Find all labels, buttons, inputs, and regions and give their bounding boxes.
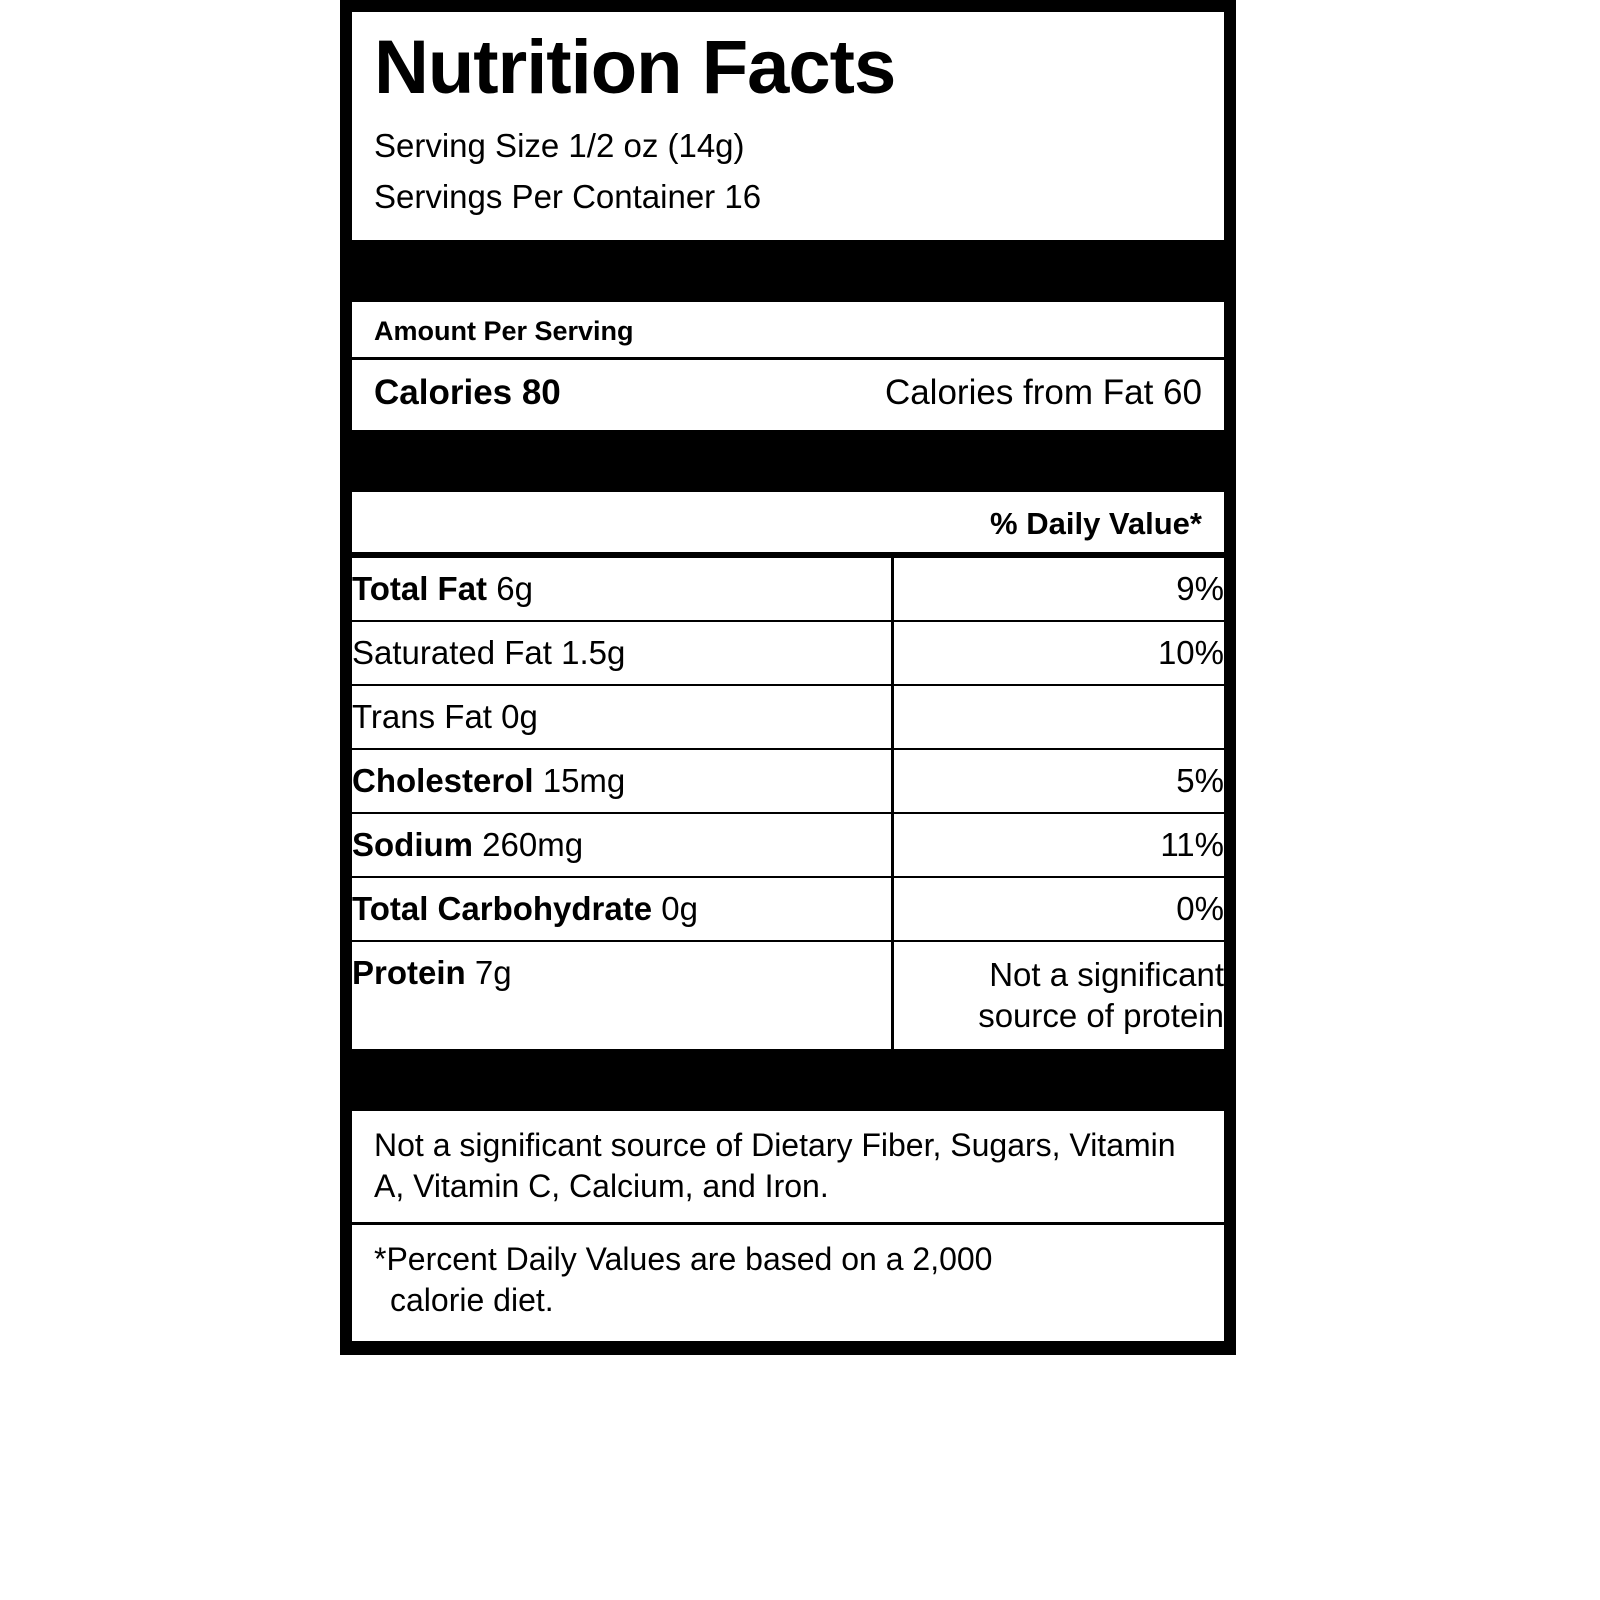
nutrient-name-cell (352, 877, 893, 941)
table-row (352, 941, 1224, 1049)
nutrient-name: Sodium (352, 826, 473, 864)
nutrient-table-block (352, 492, 1224, 1049)
nutrient-dv-cell: 5% (893, 749, 1224, 813)
nutrient-amount: 0g (501, 698, 538, 736)
nutrient-amount: 15mg (542, 762, 626, 800)
nutrient-dv-cell (893, 685, 1224, 749)
nutrient-name-cell (352, 941, 893, 1049)
nutrient-name: Total Carbohydrate (352, 890, 653, 928)
nutrient-amount: 7g (474, 954, 512, 992)
nutrient-name-cell (352, 621, 893, 685)
nutrient-dv-cell: 11% (893, 813, 1224, 877)
divider-thick-2 (352, 430, 1224, 492)
nutrient-dv-cell: 10% (893, 621, 1224, 685)
servings-per-container-text: Servings Per Container 16 (374, 177, 762, 215)
nutrient-name-cell (352, 749, 893, 813)
table-row (352, 877, 1224, 941)
table-row (352, 685, 1224, 749)
label-bottom-border (352, 1341, 1224, 1355)
nutrient-name: Cholesterol (352, 762, 534, 800)
table-row (352, 621, 1224, 685)
amount-per-serving-label: Amount Per Serving (352, 302, 1224, 360)
nutrient-dv-cell: 9% (893, 558, 1224, 621)
table-row (352, 813, 1224, 877)
calories-value: Calories 80 (374, 373, 561, 413)
nutrient-amount: 260mg (482, 826, 584, 864)
divider-thick-3 (352, 1049, 1224, 1111)
nutrient-dv-cell: Not a significant source of protein (978, 956, 1224, 1035)
table-row (352, 749, 1224, 813)
nutrient-name-cell (352, 813, 893, 877)
page-title: Nutrition Facts (374, 25, 896, 110)
nutrient-table (352, 558, 1224, 1049)
nutrient-amount: 0g (661, 890, 698, 928)
nutrient-dv-cell: 0% (893, 877, 1224, 941)
nutrient-name-cell (352, 558, 893, 621)
nutrient-name: Protein (352, 954, 466, 992)
nutrient-amount: 6g (496, 570, 533, 608)
nutrient-name: Total Fat (352, 570, 488, 608)
footnote-line-1: *Percent Daily Values are based on a 2,000 (374, 1241, 993, 1278)
table-row (352, 558, 1224, 621)
daily-value-header: % Daily Value* (352, 492, 1224, 558)
nutrient-name: Trans Fat (352, 698, 492, 736)
amount-per-serving-block (352, 302, 1224, 430)
nutrient-amount: 1.5g (561, 634, 626, 672)
nutrition-facts-label (340, 0, 1236, 1355)
serving-size-text: Serving Size 1/2 oz (14g) (374, 126, 745, 164)
footnote-not-significant: Not a significant source of Dietary Fiber, Sugars, Vitamin A, Vitamin C, Calcium, and Iron. (352, 1111, 1224, 1226)
footnote-line-2: calorie diet. (390, 1282, 554, 1319)
footnote-percent-daily-values (352, 1225, 1224, 1341)
nutrient-name: Saturated Fat (352, 634, 552, 672)
calories-from-fat-value: Calories from Fat 60 (884, 373, 1202, 413)
nutrient-name-cell (352, 685, 893, 749)
label-header (352, 12, 1224, 240)
calories-row (352, 360, 1224, 430)
footnotes-block (352, 1111, 1224, 1342)
divider-thick-1 (352, 240, 1224, 302)
